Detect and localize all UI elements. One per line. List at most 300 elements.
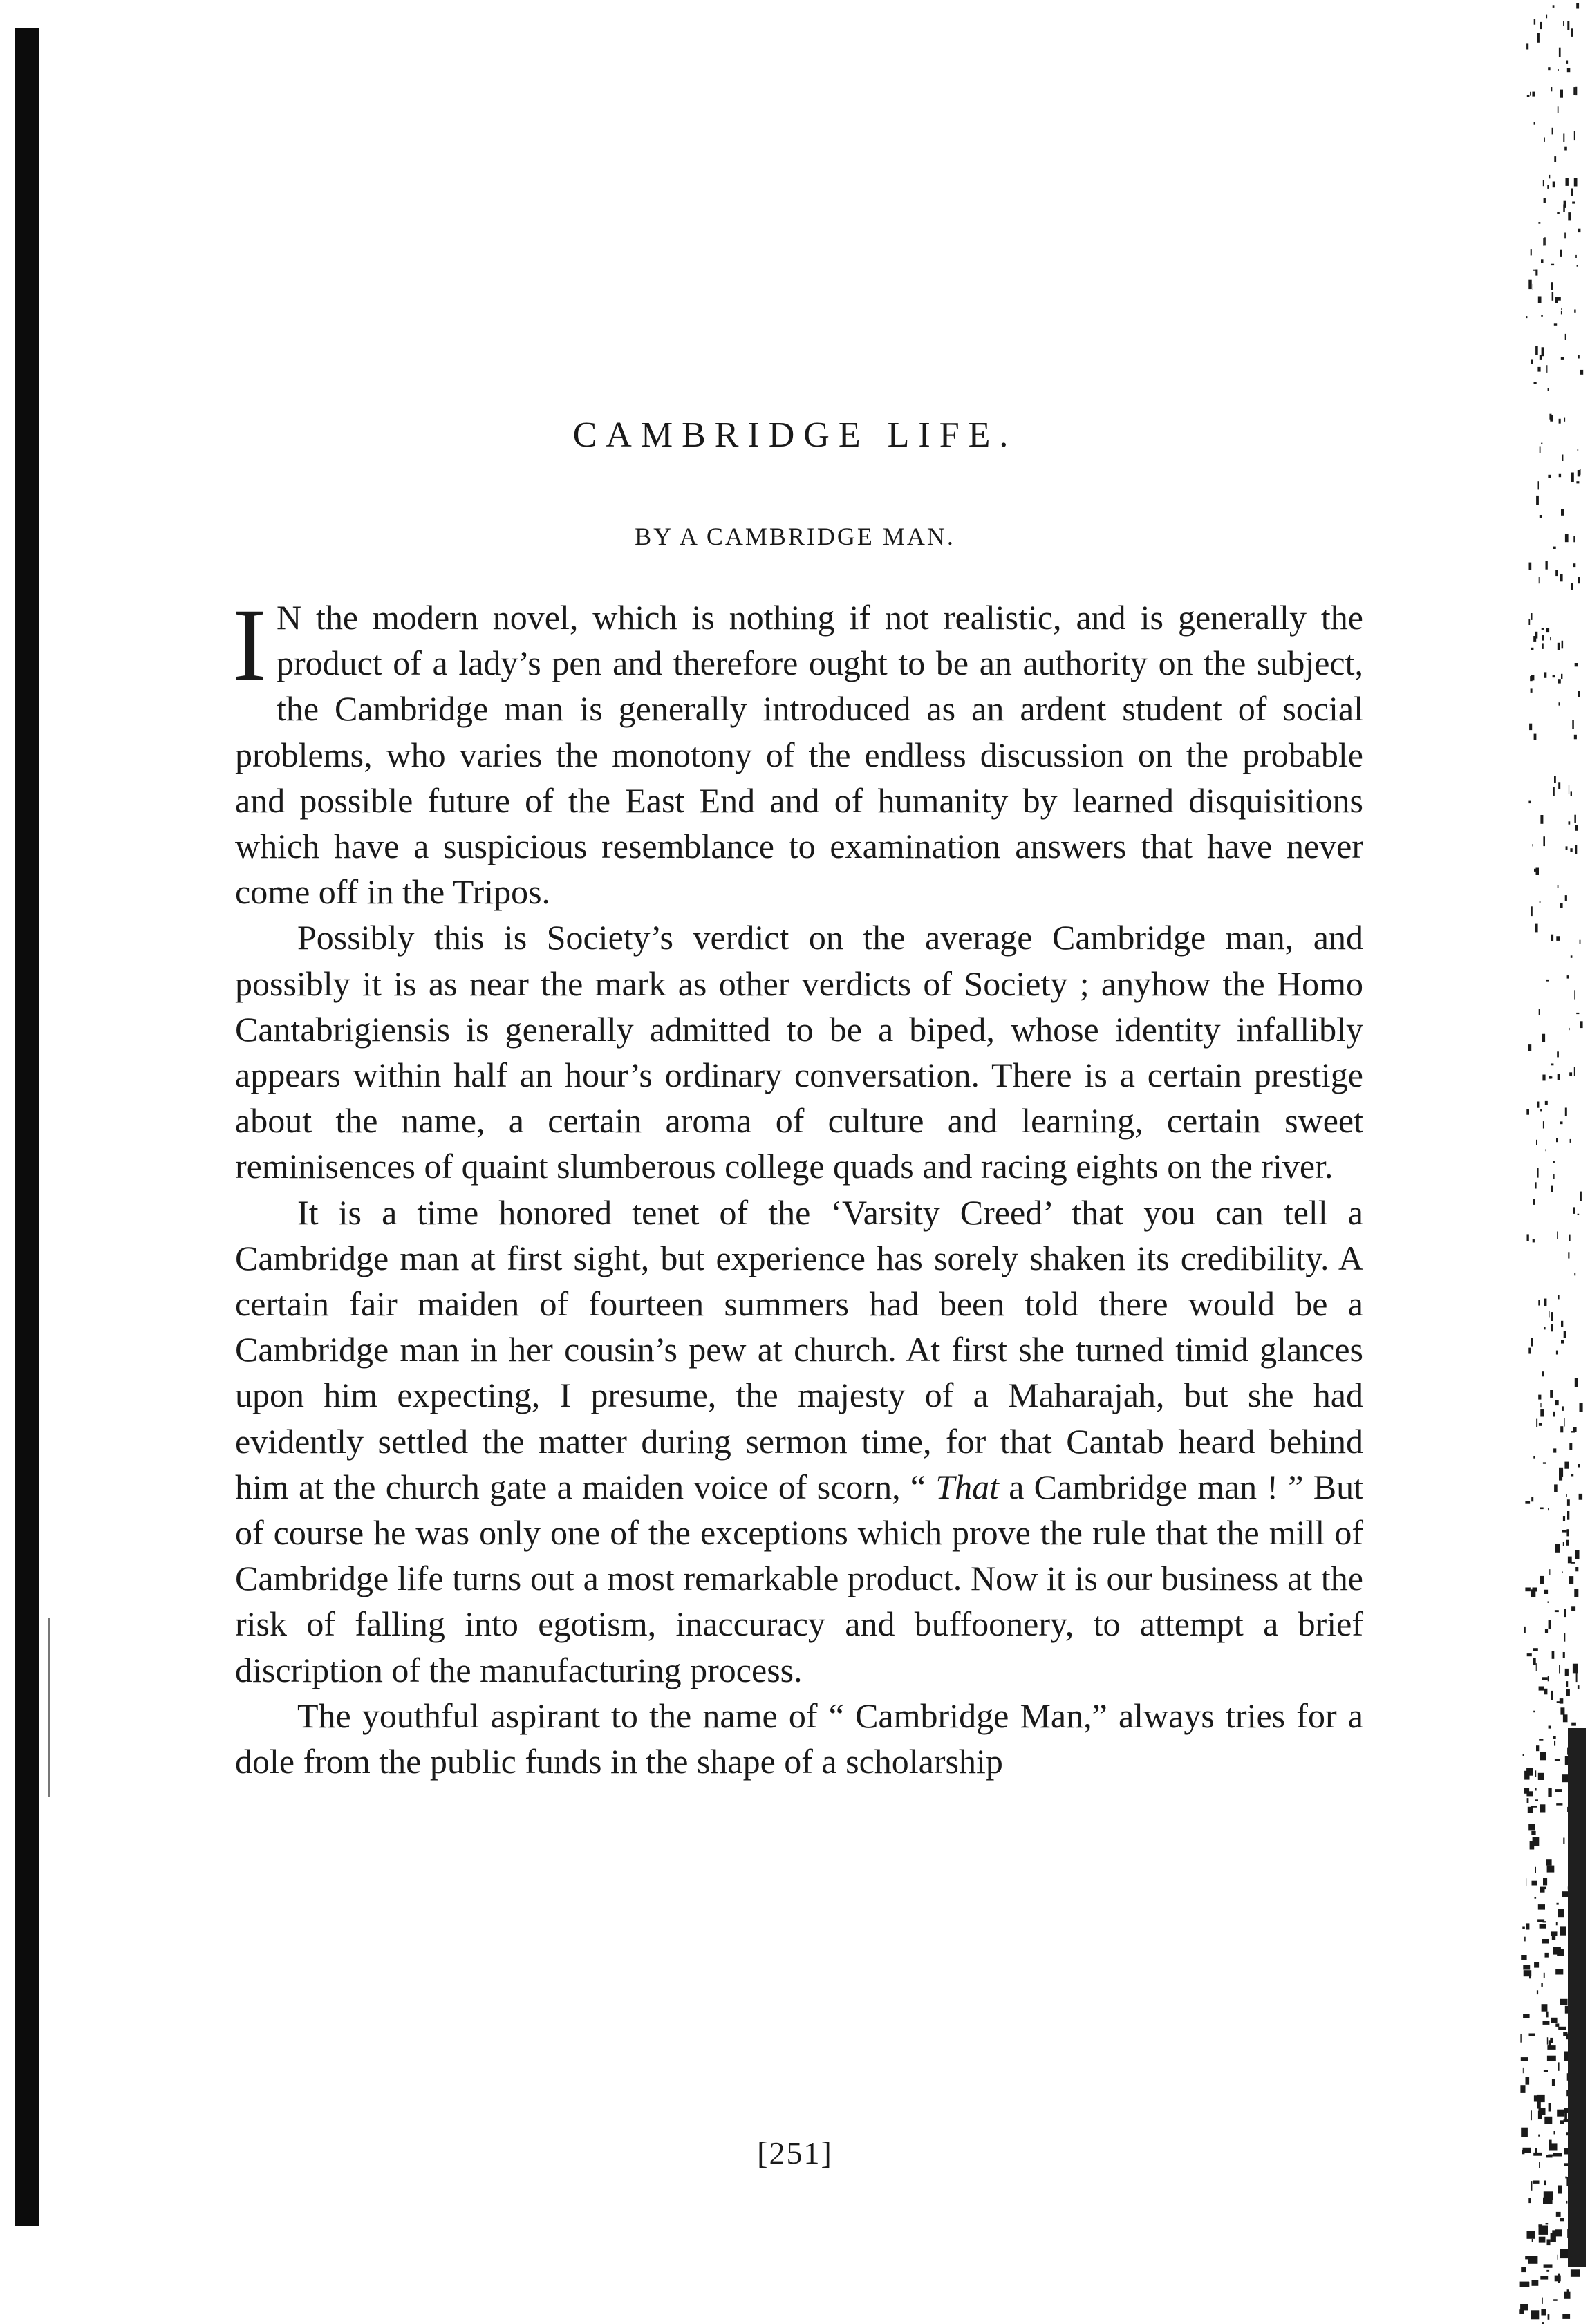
edge-speck	[1544, 2264, 1553, 2267]
edge-speck	[1571, 1723, 1576, 1726]
edge-speck	[1539, 2237, 1546, 2243]
scan-binding-line	[48, 1618, 50, 1797]
edge-speck	[1548, 2314, 1550, 2320]
edge-speck	[1522, 1927, 1525, 1929]
edge-speck	[1546, 2270, 1549, 2272]
edge-speck	[1552, 1933, 1555, 1940]
edge-speck	[1560, 1121, 1563, 1124]
edge-speck	[1567, 1511, 1569, 1520]
edge-speck	[1566, 1529, 1569, 1536]
page-title: CAMBRIDGE LIFE.	[572, 415, 1018, 455]
edge-speck	[1562, 641, 1564, 649]
edge-speck	[1526, 1768, 1533, 1776]
edge-speck	[1540, 815, 1543, 824]
edge-speck	[1564, 233, 1566, 239]
edge-speck	[1536, 496, 1539, 505]
edge-speck	[1560, 250, 1562, 257]
edge-speck	[1561, 308, 1562, 310]
edge-speck	[1531, 1338, 1533, 1347]
edge-speck	[1535, 1182, 1537, 1188]
edge-speck	[1565, 2177, 1566, 2179]
edge-speck	[1560, 1698, 1564, 1704]
edge-speck	[1539, 1009, 1540, 1015]
edge-speck	[1528, 1807, 1533, 1813]
edge-speck	[1578, 1685, 1580, 1689]
edge-speck	[1559, 1477, 1562, 1481]
edge-speck	[1580, 1192, 1582, 1201]
edge-speck	[1579, 1494, 1583, 1500]
edge-speck	[1574, 2272, 1580, 2276]
edge-speck	[1566, 1494, 1567, 1497]
edge-speck	[1528, 1348, 1531, 1354]
edge-speck	[1574, 1067, 1575, 1076]
edge-speck	[1538, 1395, 1541, 1400]
edge-speck	[1540, 2276, 1548, 2280]
edge-speck	[1524, 1937, 1526, 1942]
edge-speck	[1545, 1629, 1548, 1633]
edge-speck	[1574, 735, 1577, 740]
article-body	[232, 588, 1364, 1784]
edge-speck	[1544, 1299, 1546, 1306]
edge-speck	[1561, 509, 1564, 516]
edge-speck	[1571, 28, 1573, 37]
edge-speck	[1535, 1897, 1537, 1898]
edge-speck	[1574, 1589, 1578, 1597]
edge-speck	[1542, 628, 1544, 630]
edge-speck	[1551, 1186, 1553, 1192]
edge-speck	[1567, 21, 1569, 30]
edge-speck	[1554, 2131, 1556, 2134]
edge-speck	[1546, 561, 1548, 570]
edge-speck	[1543, 836, 1545, 846]
edge-speck	[1558, 297, 1561, 301]
edge-speck	[1571, 1474, 1574, 1476]
edge-speck	[1576, 1673, 1578, 1682]
edge-speck	[1531, 1497, 1533, 1502]
edge-speck	[1540, 1889, 1545, 1893]
edge-speck	[1548, 388, 1549, 392]
edge-speck	[1575, 845, 1577, 854]
edge-speck	[1575, 1550, 1580, 1559]
quote-after: But of course he was only one of	[235, 1467, 1364, 1553]
edge-speck	[1580, 1403, 1583, 1412]
edge-speck	[1575, 1378, 1578, 1387]
edge-speck	[1544, 1973, 1545, 1978]
edge-speck	[1528, 280, 1531, 289]
page-number: [251]	[757, 2135, 833, 2171]
edge-speck	[1542, 2004, 1548, 2012]
edge-speck	[1557, 1232, 1558, 1239]
edge-speck	[1547, 185, 1549, 189]
scan-binding-edge-left	[15, 28, 39, 2226]
edge-speck	[1542, 347, 1544, 356]
page-edge-texture	[1499, 0, 1590, 2324]
edge-speck	[1558, 1295, 1559, 1299]
edge-speck	[1574, 178, 1578, 186]
edge-speck	[1555, 1969, 1563, 1975]
edge-speck	[1537, 2095, 1545, 2102]
drop-cap: I	[232, 588, 267, 702]
edge-speck	[1555, 1400, 1559, 1405]
edge-speck	[1526, 316, 1527, 318]
edge-speck	[1531, 2181, 1533, 2191]
edge-speck	[1542, 1677, 1548, 1680]
edge-speck	[1560, 1926, 1566, 1935]
edge-speck	[1532, 92, 1535, 97]
edge-speck	[1547, 2045, 1555, 2050]
edge-speck	[1561, 1321, 1563, 1327]
edge-speck	[1543, 1462, 1546, 1463]
edge-speck	[1551, 1312, 1553, 1321]
edge-speck	[1566, 61, 1568, 64]
edge-speck	[1576, 481, 1579, 483]
edge-speck	[1544, 2117, 1552, 2124]
edge-speck	[1560, 574, 1563, 582]
edge-speck	[1546, 2223, 1549, 2224]
edge-speck	[1540, 1508, 1544, 1510]
edge-speck	[1528, 2198, 1531, 2203]
edge-speck	[1541, 259, 1544, 263]
edge-dark-band	[1568, 1728, 1586, 2267]
edge-speck	[1574, 131, 1575, 140]
edge-speck	[1553, 1947, 1561, 1954]
edge-speck	[1525, 1588, 1531, 1592]
edge-speck	[1559, 702, 1560, 706]
edge-speck	[1539, 1423, 1542, 1426]
paragraph-2: Possibly this is Society’s verdict on the average Cambridge man, and possibly it is as near the mark as other verdicts of Society ; anyhow the Homo Cantabrigiensis is generally admitted to be a biped, whose identity infallibly appears within half an hour’s ordinary conversation. There is a certain prestige about the name, a certain aroma of culture and learning, certain sweet reminisences of quaint slumberous college quads and racing eights on the river.	[235, 918, 1363, 1186]
edge-speck	[1556, 2212, 1561, 2217]
edge-speck	[1552, 128, 1553, 135]
edge-speck	[1535, 1799, 1538, 1801]
edge-speck	[1578, 1464, 1580, 1468]
edge-speck	[1555, 1544, 1560, 1553]
edge-speck	[1570, 1139, 1571, 1143]
edge-speck	[1531, 1831, 1535, 1835]
edge-speck	[1560, 2218, 1564, 2221]
edge-speck	[1544, 1590, 1548, 1594]
edge-speck	[1534, 869, 1536, 872]
edge-speck	[1548, 67, 1550, 70]
edge-speck	[1558, 106, 1559, 113]
edge-speck	[1558, 643, 1560, 650]
edge-speck	[1560, 90, 1563, 98]
edge-speck	[1521, 2057, 1528, 2061]
paragraph-3-text: It is a time honored tenet of the ‘Varsity Creed’ that you can tell a Cambridge man at first sight, but experience has sorely shaken its credibility. A certain fair maiden of fourteen summers had been told there would be a Cambridge man in her cousin’s pew at church. At first she turned timid glances upon him expecting, I presume, the majesty of a Maharajah, but she had evidently settled the matter during sermon time, for that Cantab heard behind him at the church gate a maiden voice of scorn,	[235, 1192, 1363, 1506]
edge-speck	[1549, 175, 1550, 178]
byline: BY A CAMBRIDGE MAN.	[635, 523, 955, 550]
edge-speck	[1543, 2198, 1553, 2204]
edge-speck	[1559, 474, 1561, 477]
edge-speck	[1548, 1602, 1549, 1603]
edge-speck	[1538, 1773, 1544, 1780]
edge-speck	[1538, 222, 1540, 224]
edge-speck	[1551, 1691, 1553, 1700]
edge-speck	[1546, 980, 1549, 982]
paragraph-1	[232, 588, 1363, 915]
edge-speck	[1555, 2023, 1559, 2027]
edge-speck	[1564, 201, 1566, 208]
edge-speck	[1539, 2226, 1549, 2235]
edge-speck	[1578, 229, 1580, 232]
edge-speck	[1575, 825, 1578, 831]
edge-speck	[1535, 270, 1537, 276]
edge-speck	[1536, 868, 1540, 876]
edge-speck	[1535, 346, 1538, 355]
edge-speck	[1556, 936, 1560, 941]
edge-speck	[1551, 1324, 1553, 1331]
edge-speck	[1555, 297, 1558, 303]
edge-speck	[1526, 1791, 1533, 1796]
edge-speck	[1563, 1652, 1565, 1658]
edge-speck	[1543, 180, 1544, 186]
edge-speck	[1560, 1999, 1567, 2005]
edge-speck	[1549, 1620, 1551, 1629]
edge-speck	[1531, 648, 1533, 650]
edge-speck	[1571, 473, 1574, 482]
edge-speck	[1575, 1567, 1578, 1571]
edge-speck	[1549, 2103, 1551, 2111]
edge-speck	[1572, 720, 1574, 729]
edge-speck	[1520, 2304, 1528, 2310]
edge-speck	[1554, 323, 1557, 326]
edge-speck	[1543, 2021, 1550, 2025]
edge-speck	[1557, 2110, 1564, 2117]
edge-speck	[1553, 2299, 1558, 2301]
edge-speck	[1526, 1923, 1530, 1929]
edge-speck	[1566, 846, 1568, 850]
scan-page-edge-right	[1499, 0, 1590, 2324]
edge-speck	[1571, 955, 1573, 958]
edge-speck	[1563, 1516, 1565, 1521]
edge-speck	[1539, 1687, 1544, 1691]
edge-speck	[1538, 297, 1542, 304]
edge-speck	[1540, 515, 1542, 518]
edge-speck	[1559, 1665, 1560, 1674]
edge-speck	[1555, 1610, 1559, 1612]
edge-speck	[1544, 672, 1547, 677]
edge-speck	[1533, 1711, 1535, 1713]
edge-speck	[1573, 1664, 1578, 1674]
edge-speck	[1556, 1138, 1558, 1142]
edge-speck	[1559, 48, 1561, 57]
edge-speck	[1551, 2233, 1556, 2242]
edge-speck	[1528, 619, 1530, 625]
edge-speck	[1548, 1508, 1549, 1510]
edge-speck	[1540, 1804, 1545, 1812]
edge-speck	[1547, 2037, 1548, 2045]
edge-speck	[1572, 202, 1575, 204]
edge-speck	[1531, 906, 1533, 916]
edge-speck	[1571, 1562, 1575, 1563]
edge-speck	[1533, 1648, 1538, 1651]
edge-speck	[1555, 1759, 1560, 1761]
edge-speck	[1539, 1739, 1543, 1741]
paragraph-1-text: N the modern novel, which is nothing if not realistic, and is generally the product of a lady’s pen and therefore ought to be an authority on the subject, the Cambridge man is generally introduced as an ardent student of social problems, who varies the monotony of the endless discussion on the probable and possible future of the East End and of humanity by learned disquisitions which have a suspicious resemblance to examination answers that have never come off in the Tripos.	[235, 598, 1363, 912]
edge-speck	[1558, 679, 1561, 683]
edge-speck	[1552, 1651, 1555, 1659]
edge-speck	[1553, 182, 1555, 188]
edge-speck	[1531, 2310, 1539, 2319]
edge-speck	[1523, 1754, 1524, 1756]
edge-speck	[1550, 1076, 1552, 1078]
edge-speck	[1555, 570, 1558, 576]
edge-speck	[1523, 1965, 1530, 1969]
edge-speck	[1554, 776, 1556, 783]
edge-speck	[1546, 15, 1547, 19]
edge-speck	[1538, 1300, 1540, 1306]
edge-speck	[1559, 1468, 1563, 1477]
edge-speck	[1577, 265, 1578, 267]
edge-speck	[1543, 1878, 1547, 1885]
edge-speck	[1580, 370, 1583, 375]
edge-speck	[1524, 1627, 1526, 1633]
edge-speck	[1558, 1909, 1564, 1917]
edge-speck	[1567, 68, 1571, 72]
edge-speck	[1520, 2085, 1525, 2093]
edge-speck	[1526, 43, 1528, 49]
edge-speck	[1533, 1456, 1535, 1458]
edge-speck	[1543, 238, 1544, 246]
edge-speck	[1565, 334, 1566, 340]
edge-speck	[1542, 643, 1544, 649]
edge-speck	[1553, 1412, 1555, 1417]
edge-speck	[1558, 2274, 1560, 2283]
edge-speck	[1540, 1109, 1542, 1111]
edge-speck	[1561, 1340, 1564, 1344]
edge-speck	[1538, 481, 1540, 489]
edge-speck	[1562, 1530, 1567, 1532]
edge-speck	[1535, 1788, 1537, 1790]
edge-speck	[1560, 903, 1562, 908]
edge-speck	[1564, 1418, 1565, 1427]
edge-speck	[1562, 1571, 1563, 1573]
edge-speck	[1558, 2027, 1566, 2030]
edge-speck	[1580, 940, 1581, 944]
edge-speck	[1568, 1252, 1569, 1258]
edge-speck	[1537, 1990, 1538, 1994]
edge-speck	[1541, 2309, 1546, 2316]
edge-speck	[1573, 563, 1575, 567]
edge-speck	[1548, 1676, 1549, 1682]
edge-speck	[1578, 355, 1580, 359]
edge-speck	[1578, 577, 1580, 584]
edge-speck	[1529, 724, 1532, 730]
edge-speck	[1544, 1689, 1547, 1695]
edge-speck	[1566, 1681, 1568, 1687]
edge-speck	[1545, 1101, 1548, 1105]
edge-speck	[1547, 2056, 1556, 2061]
edge-speck	[1546, 2012, 1548, 2018]
edge-speck	[1560, 1426, 1563, 1432]
edge-speck	[1529, 563, 1532, 570]
edge-speck	[1571, 1431, 1575, 1432]
edge-speck	[1532, 1881, 1537, 1886]
edge-speck	[1571, 189, 1573, 196]
edge-speck	[1574, 815, 1576, 823]
edge-speck	[1566, 178, 1569, 186]
edge-speck	[1546, 628, 1549, 632]
edge-speck	[1537, 33, 1540, 43]
edge-speck	[1580, 1021, 1582, 1028]
edge-speck	[1533, 636, 1536, 642]
edge-speck	[1526, 2077, 1530, 2084]
edge-speck	[1542, 635, 1544, 640]
edge-speck	[1558, 2186, 1562, 2194]
edge-speck	[1567, 975, 1569, 979]
edge-speck	[1557, 1903, 1559, 1905]
edge-speck	[1531, 2110, 1532, 2120]
edge-speck	[1527, 1798, 1529, 1803]
edge-speck	[1563, 1838, 1564, 1844]
edge-speck	[1569, 1235, 1571, 1241]
edge-speck	[1568, 212, 1571, 220]
edge-speck	[1541, 1983, 1542, 1987]
edge-speck	[1563, 1714, 1568, 1722]
edge-speck	[1551, 935, 1553, 941]
edge-speck	[1558, 2062, 1560, 2070]
edge-speck	[1578, 1214, 1580, 1215]
edge-speck	[1543, 1121, 1544, 1128]
edge-speck	[1561, 357, 1564, 360]
edge-speck	[1523, 2014, 1530, 2018]
edge-speck	[1544, 2181, 1546, 2186]
edge-speck	[1558, 1074, 1560, 1080]
edge-speck	[1540, 1409, 1544, 1416]
edge-speck	[1530, 1841, 1535, 1850]
edge-speck	[1542, 1371, 1544, 1376]
edge-speck	[1562, 1774, 1569, 1782]
edge-speck	[1527, 1234, 1529, 1241]
edge-speck	[1528, 1824, 1535, 1830]
edge-speck	[1535, 1770, 1536, 1777]
edge-speck	[1547, 1866, 1555, 1873]
edge-speck	[1563, 1542, 1564, 1546]
edge-speck	[1562, 1406, 1564, 1411]
edge-speck	[1545, 1953, 1549, 1958]
edge-speck	[1533, 1658, 1535, 1665]
edge-speck	[1564, 1609, 1566, 1618]
edge-speck	[1564, 1462, 1569, 1469]
edge-speck	[1540, 1752, 1546, 1761]
quote-rest: a Cambridge man ! ”	[998, 1467, 1304, 1506]
edge-speck	[1565, 895, 1567, 901]
edge-speck	[1564, 1331, 1566, 1338]
edge-speck	[1540, 1403, 1541, 1407]
edge-speck	[1556, 1803, 1562, 1806]
edge-speck	[1573, 87, 1575, 95]
edge-speck	[1537, 1102, 1540, 1108]
edge-speck	[1540, 22, 1542, 29]
edge-speck	[1569, 1576, 1573, 1584]
edge-speck	[1539, 577, 1540, 583]
edge-speck	[1534, 19, 1535, 25]
edge-speck	[1529, 2034, 1535, 2037]
edge-speck	[1544, 237, 1546, 245]
edge-speck	[1538, 1904, 1545, 1910]
edge-speck	[1549, 1726, 1551, 1729]
edge-speck	[1536, 1419, 1537, 1427]
paragraph-3-continued: the exceptions which prove the rule that the mill of Cambridge life turns out a most remarkable product. Now it is our business at the risk of falling into egotism, inaccuracy and buffoonery, to attempt a brief discription of the manufacturing process.	[235, 1513, 1363, 1689]
edge-speck	[1521, 2267, 1526, 2272]
edge-speck	[1531, 360, 1533, 365]
edge-speck	[1536, 1663, 1537, 1671]
edge-speck	[1547, 2239, 1551, 2245]
edge-speck	[1555, 1789, 1562, 1792]
edge-speck	[1563, 134, 1564, 142]
edge-speck	[1534, 734, 1537, 740]
edge-speck	[1554, 156, 1556, 162]
edge-speck	[1532, 2280, 1539, 2286]
